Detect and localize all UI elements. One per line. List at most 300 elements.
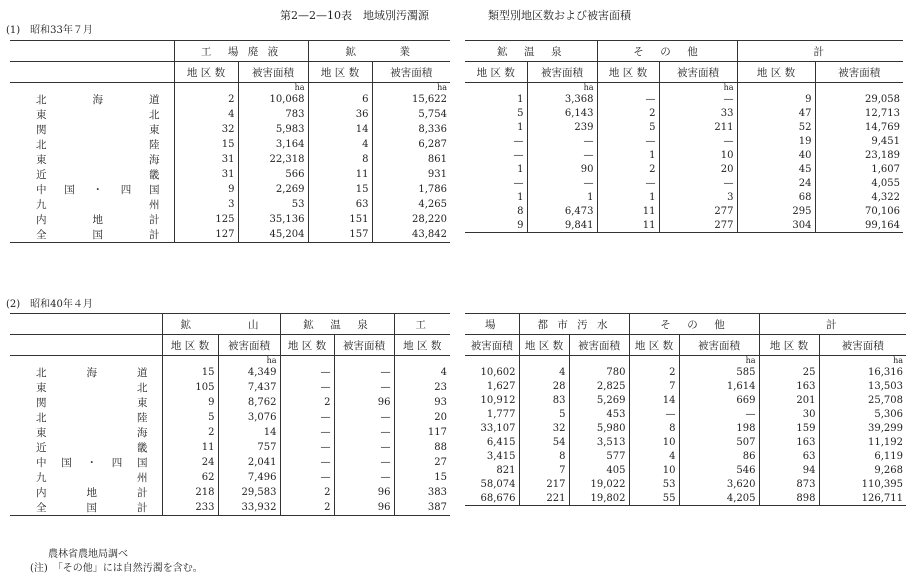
cell-value: — — [513, 177, 524, 189]
cell-value: 31 — [174, 152, 238, 167]
table-row — [465, 190, 903, 204]
cell-value: 29,058 — [815, 92, 903, 106]
cell-value: 33,107 — [480, 422, 516, 434]
unit-label: ha — [659, 83, 737, 93]
cell-value: 8 — [629, 421, 679, 435]
cell-value: — — [597, 92, 659, 106]
cell-value: 117 — [394, 425, 450, 440]
cell-value: 2 — [280, 395, 334, 410]
cell-value: 24 — [737, 176, 815, 190]
header-hot-spring: 鉱 温 泉 — [465, 41, 597, 62]
cell-value: 62 — [162, 470, 218, 485]
cell-value: 53 — [238, 197, 308, 212]
cell-value: 5,269 — [569, 393, 629, 407]
cell-value: — — [334, 455, 394, 470]
cell-value: 1 — [597, 148, 659, 162]
cell-value: 6,287 — [372, 137, 450, 152]
table-row — [465, 176, 903, 190]
subheader-area: 被害面積 — [569, 335, 629, 356]
subheader-count: 地 区 数 — [394, 335, 450, 356]
cell-value: 8 — [519, 449, 569, 463]
cell-value: 1 — [517, 191, 524, 203]
table-row — [10, 152, 450, 167]
region-name: 東北 — [36, 109, 160, 121]
region-name: 近畿 — [36, 169, 160, 181]
subheader-area: 被害面積 — [334, 335, 394, 356]
table-row — [10, 122, 450, 137]
cell-value: 68 — [737, 190, 815, 204]
cell-value: — — [513, 149, 524, 161]
cell-value: 110,395 — [819, 477, 906, 491]
cell-value: 32 — [519, 421, 569, 435]
cell-value: 105 — [162, 380, 218, 395]
cell-value: 7,437 — [218, 380, 280, 395]
subheader-count: 地 区 数 — [759, 335, 819, 356]
cell-value: — — [280, 425, 334, 440]
header-mining: 鉱 業 — [308, 41, 450, 62]
section-1-label: (1) 昭和33年７月 — [6, 25, 93, 36]
region-name: 九州 — [36, 472, 148, 484]
cell-value: 1 — [527, 190, 597, 204]
cell-value: 88 — [394, 440, 450, 455]
cell-value: 45,204 — [238, 227, 308, 243]
cell-value: 780 — [569, 365, 629, 379]
table-row — [465, 204, 903, 218]
cell-value: 14,769 — [815, 120, 903, 134]
cell-value: 4 — [394, 365, 450, 380]
cell-value: 90 — [527, 162, 597, 176]
cell-value: 2 — [629, 365, 679, 379]
cell-value: 861 — [372, 152, 450, 167]
cell-value: 453 — [569, 407, 629, 421]
cell-value: 19,802 — [569, 491, 629, 506]
cell-value: 1,786 — [372, 182, 450, 197]
cell-value: 53 — [629, 477, 679, 491]
cell-value: 14 — [308, 122, 372, 137]
table-row — [10, 137, 450, 152]
cell-value: 6,143 — [527, 106, 597, 120]
cell-value: 217 — [519, 477, 569, 491]
region-name: 関東 — [36, 124, 160, 136]
cell-value: — — [679, 407, 759, 421]
cell-value: 127 — [174, 227, 238, 243]
cell-value: 2,041 — [218, 455, 280, 470]
cell-value: 29,583 — [218, 485, 280, 500]
cell-value: — — [334, 470, 394, 485]
cell-value: — — [334, 380, 394, 395]
footnote: (注) 「その他」には自然汚濁を含む。 — [30, 563, 203, 574]
cell-value: 9 — [737, 92, 815, 106]
cell-value: 9,451 — [815, 134, 903, 148]
unit-label: ha — [819, 356, 906, 366]
cell-value: 32 — [174, 122, 238, 137]
cell-value: 9 — [174, 182, 238, 197]
cell-value: 11 — [597, 204, 659, 218]
cell-value: 35,136 — [238, 212, 308, 227]
cell-value: 93 — [394, 395, 450, 410]
cell-value: — — [597, 134, 659, 148]
cell-value: 277 — [659, 218, 737, 233]
header-total: 計 — [737, 41, 903, 62]
cell-value: 10 — [629, 463, 679, 477]
cell-value: 9,841 — [527, 218, 597, 233]
cell-value: 36 — [308, 107, 372, 122]
cell-value: 15 — [308, 182, 372, 197]
cell-value: 157 — [308, 227, 372, 243]
cell-value: 2 — [597, 162, 659, 176]
cell-value: 28,220 — [372, 212, 450, 227]
cell-value: 566 — [238, 167, 308, 182]
table-row — [10, 440, 450, 455]
table-row — [465, 134, 903, 148]
subheader-area: 被害面積 — [819, 335, 906, 356]
cell-value: — — [629, 407, 679, 421]
cell-value: 63 — [308, 197, 372, 212]
table-row — [465, 393, 906, 407]
cell-value: 40 — [737, 148, 815, 162]
region-name: 北陸 — [36, 412, 148, 424]
cell-value: 304 — [737, 218, 815, 233]
table-row — [465, 449, 906, 463]
cell-value: 25,708 — [819, 393, 906, 407]
cell-value: 5 — [517, 107, 524, 119]
cell-value: 757 — [218, 440, 280, 455]
cell-value: 96 — [334, 500, 394, 516]
cell-value: — — [659, 92, 737, 106]
cell-value: 2,825 — [569, 379, 629, 393]
cell-value: 9 — [162, 395, 218, 410]
table-row — [10, 455, 450, 470]
section-2-right-panel — [465, 313, 906, 506]
cell-value: 201 — [759, 393, 819, 407]
cell-value: 4 — [629, 449, 679, 463]
unit-label: ha — [527, 83, 597, 93]
cell-value: 1,614 — [679, 379, 759, 393]
cell-value: — — [527, 148, 597, 162]
table-row — [465, 106, 903, 120]
cell-value: 163 — [759, 379, 819, 393]
cell-value: 163 — [759, 435, 819, 449]
unit-label: ha — [372, 83, 450, 93]
cell-value: 383 — [394, 485, 450, 500]
table-row — [465, 120, 903, 134]
table-row — [465, 463, 906, 477]
cell-value: — — [280, 455, 334, 470]
cell-value: 7 — [519, 463, 569, 477]
section-2-left-panel — [10, 313, 450, 516]
cell-value: 33,932 — [218, 500, 280, 516]
table-row — [10, 500, 450, 516]
cell-value: 577 — [569, 449, 629, 463]
cell-value: 23,189 — [815, 148, 903, 162]
subheader-area: 被害面積 — [465, 335, 519, 356]
subheader-area: 被害面積 — [238, 62, 308, 83]
subheader-count: 地 区 数 — [597, 62, 659, 83]
cell-value: 10,068 — [238, 92, 308, 107]
cell-value: 585 — [679, 365, 759, 379]
cell-value: 52 — [737, 120, 815, 134]
table-row — [10, 485, 450, 500]
subheader-count: 地 区 数 — [629, 335, 679, 356]
table-row — [465, 365, 906, 379]
table-row — [465, 92, 903, 106]
cell-value: 3,620 — [679, 477, 759, 491]
region-name: 近畿 — [36, 442, 148, 454]
cell-value: — — [527, 176, 597, 190]
cell-value: 30 — [759, 407, 819, 421]
table-row — [465, 407, 906, 421]
cell-value: 14 — [218, 425, 280, 440]
table-row — [465, 379, 906, 393]
subheader-count: 地 区 数 — [162, 335, 218, 356]
subheader-area: 被害面積 — [679, 335, 759, 356]
cell-value: 25 — [759, 365, 819, 379]
cell-value: 218 — [162, 485, 218, 500]
cell-value: 1,607 — [815, 162, 903, 176]
cell-value: 3,513 — [569, 435, 629, 449]
table-row — [10, 182, 450, 197]
cell-value: 1,777 — [486, 408, 516, 420]
cell-value: 783 — [238, 107, 308, 122]
cell-value: 5,754 — [372, 107, 450, 122]
header-total: 計 — [759, 314, 906, 335]
cell-value: 54 — [519, 435, 569, 449]
cell-value: 9,268 — [819, 463, 906, 477]
table-row — [10, 227, 450, 243]
section-2-label: (2) 昭和40年４月 — [6, 299, 93, 310]
cell-value: 4 — [308, 137, 372, 152]
cell-value: 5,983 — [238, 122, 308, 137]
cell-value: 7 — [629, 379, 679, 393]
cell-value: 125 — [174, 212, 238, 227]
cell-value: — — [280, 440, 334, 455]
cell-value: 28 — [519, 379, 569, 393]
cell-value: 45 — [737, 162, 815, 176]
table-row — [10, 92, 450, 107]
header-factory-part1: 工 — [394, 314, 450, 335]
region-name: 中国・四国 — [36, 457, 148, 469]
subheader-count: 地 区 数 — [737, 62, 815, 83]
cell-value: 11,192 — [819, 435, 906, 449]
cell-value: 70,106 — [815, 204, 903, 218]
cell-value: 58,074 — [480, 478, 516, 490]
region-name: 北海道 — [36, 94, 160, 106]
cell-value: 4 — [174, 107, 238, 122]
region-name: 東海 — [36, 427, 148, 439]
table-row — [10, 470, 450, 485]
title-main: 第2—2—10表 地域別汚濁源 — [280, 9, 429, 22]
cell-value: 6,415 — [486, 436, 516, 448]
unit-label: ha — [679, 356, 759, 366]
table-row — [465, 148, 903, 162]
cell-value: 63 — [759, 449, 819, 463]
table-row — [10, 380, 450, 395]
cell-value: 27 — [394, 455, 450, 470]
table-row — [465, 435, 906, 449]
cell-value: 47 — [737, 106, 815, 120]
cell-value: 4,265 — [372, 197, 450, 212]
cell-value: 233 — [162, 500, 218, 516]
cell-value: 8,762 — [218, 395, 280, 410]
subheader-count: 地 区 数 — [465, 62, 527, 83]
cell-value: 4,349 — [218, 365, 280, 380]
unit-label: ha — [218, 356, 280, 366]
cell-value: 4,205 — [679, 491, 759, 506]
cell-value: 5 — [162, 410, 218, 425]
cell-value: 31 — [174, 167, 238, 182]
cell-value: — — [334, 410, 394, 425]
cell-value: 1 — [517, 121, 524, 133]
cell-value: 5,980 — [569, 421, 629, 435]
cell-value: 20 — [659, 162, 737, 176]
cell-value: 9 — [465, 218, 527, 233]
cell-value: 6,473 — [527, 204, 597, 218]
cell-value: 1 — [597, 190, 659, 204]
cell-value: 277 — [659, 204, 737, 218]
cell-value: — — [527, 134, 597, 148]
cell-value: 10,912 — [480, 394, 516, 406]
cell-value: 14 — [629, 393, 679, 407]
cell-value: 507 — [679, 435, 759, 449]
cell-value: 151 — [308, 212, 372, 227]
cell-value: — — [334, 425, 394, 440]
cell-value: 198 — [679, 421, 759, 435]
section-1-right-panel — [465, 40, 903, 233]
table-row — [10, 425, 450, 440]
cell-value: 2 — [280, 485, 334, 500]
table-row — [465, 162, 903, 176]
table-row — [10, 212, 450, 227]
subheader-area: 被害面積 — [815, 62, 903, 83]
cell-value: 3,164 — [238, 137, 308, 152]
subheader-count: 地 区 数 — [280, 335, 334, 356]
region-name: 全国計 — [10, 227, 174, 243]
cell-value: — — [280, 380, 334, 395]
cell-value: 12,713 — [815, 106, 903, 120]
cell-value: 83 — [519, 393, 569, 407]
cell-value: 99,164 — [815, 218, 903, 233]
cell-value: 39,299 — [819, 421, 906, 435]
subheader-area: 被害面積 — [659, 62, 737, 83]
table-row — [10, 365, 450, 380]
cell-value: 3,076 — [218, 410, 280, 425]
table-row — [465, 421, 906, 435]
table-row — [10, 395, 450, 410]
cell-value: 3,368 — [527, 92, 597, 106]
cell-value: 15 — [174, 137, 238, 152]
header-hot-spring: 鉱 温 泉 — [280, 314, 394, 335]
cell-value: 669 — [679, 393, 759, 407]
cell-value: 94 — [759, 463, 819, 477]
cell-value: 11 — [308, 167, 372, 182]
table-row — [10, 107, 450, 122]
cell-value: 387 — [394, 500, 450, 516]
cell-value: 1,627 — [486, 380, 516, 392]
header-factory-part2: 場 — [465, 314, 519, 335]
cell-value: 126,711 — [819, 491, 906, 506]
cell-value: 931 — [372, 167, 450, 182]
cell-value: 15 — [162, 365, 218, 380]
cell-value: 10 — [629, 435, 679, 449]
table-row — [10, 197, 450, 212]
region-name: 内地計 — [36, 214, 160, 226]
cell-value: 19,022 — [569, 477, 629, 491]
cell-value: — — [280, 410, 334, 425]
cell-value: 8 — [517, 205, 524, 217]
cell-value: 68,676 — [465, 491, 519, 506]
cell-value: 898 — [759, 491, 819, 506]
region-name: 内地計 — [36, 487, 148, 499]
region-name: 北海道 — [36, 367, 148, 379]
cell-value: 8 — [308, 152, 372, 167]
cell-value: 11 — [597, 218, 659, 233]
cell-value: 2,269 — [238, 182, 308, 197]
cell-value: 16,316 — [819, 365, 906, 379]
cell-value: 4,322 — [815, 190, 903, 204]
unit-label: ha — [238, 83, 308, 93]
cell-value: 55 — [629, 491, 679, 506]
cell-value: 405 — [569, 463, 629, 477]
region-name: 北陸 — [36, 139, 160, 151]
region-name: 東北 — [36, 382, 148, 394]
cell-value: 211 — [659, 120, 737, 134]
subheader-count: 地 区 数 — [519, 335, 569, 356]
cell-value: 43,842 — [372, 227, 450, 243]
cell-value: 6 — [308, 92, 372, 107]
region-name: 全国計 — [10, 500, 162, 516]
cell-value: 33 — [659, 106, 737, 120]
region-name: 九州 — [36, 199, 160, 211]
cell-value: — — [659, 176, 737, 190]
cell-value: 3,415 — [486, 450, 516, 462]
cell-value: 821 — [496, 464, 516, 476]
cell-value: 3 — [174, 197, 238, 212]
subheader-area: 被害面積 — [218, 335, 280, 356]
cell-value: 5,306 — [819, 407, 906, 421]
table-row — [465, 218, 903, 233]
cell-value: — — [334, 365, 394, 380]
table-row — [10, 410, 450, 425]
subheader-area: 被害面積 — [372, 62, 450, 83]
cell-value: 19 — [737, 134, 815, 148]
cell-value: 5 — [519, 407, 569, 421]
cell-value: 86 — [679, 449, 759, 463]
cell-value: — — [334, 440, 394, 455]
cell-value: 546 — [679, 463, 759, 477]
cell-value: 20 — [394, 410, 450, 425]
cell-value: 2 — [174, 92, 238, 107]
cell-value: — — [280, 365, 334, 380]
cell-value: 2 — [597, 106, 659, 120]
region-name: 東海 — [36, 154, 160, 166]
cell-value: — — [513, 135, 524, 147]
source-note: 農林省農地局調べ — [48, 549, 128, 560]
subheader-count: 地 区 数 — [308, 62, 372, 83]
cell-value: 295 — [737, 204, 815, 218]
cell-value: 23 — [394, 380, 450, 395]
cell-value: 24 — [162, 455, 218, 470]
cell-value: 4 — [519, 365, 569, 379]
cell-value: 159 — [759, 421, 819, 435]
cell-value: 1 — [517, 163, 524, 175]
table-row — [10, 167, 450, 182]
cell-value: — — [659, 134, 737, 148]
subheader-area: 被害面積 — [527, 62, 597, 83]
cell-value: 5 — [597, 120, 659, 134]
cell-value: 22,318 — [238, 152, 308, 167]
cell-value: 15,622 — [372, 92, 450, 107]
cell-value: 10 — [659, 148, 737, 162]
